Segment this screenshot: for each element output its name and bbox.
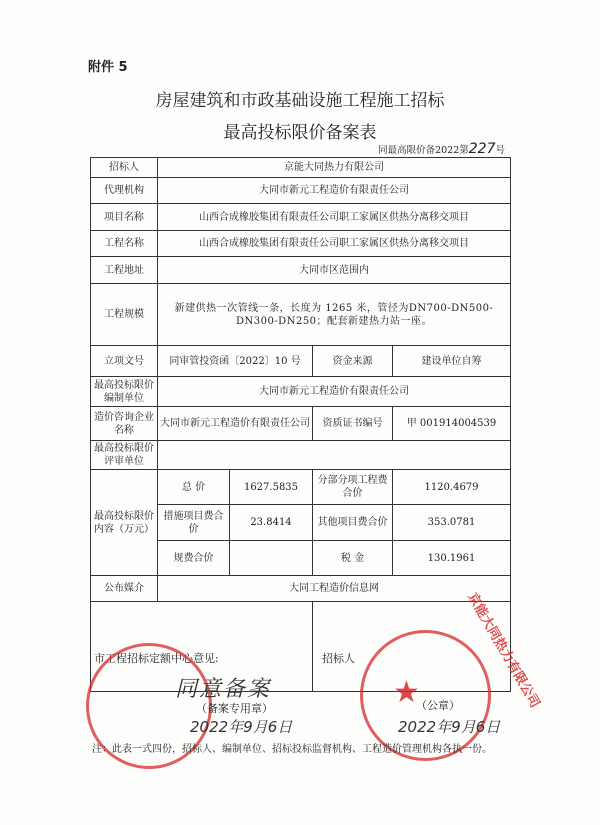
center-opinion-title: 市工程招标定额中心意见: [94,652,219,665]
project-value: 山西合成橡胶集团有限责任公司职工家属区供热分离移交项目 [158,204,511,231]
publish-label: 公布媒介 [91,576,158,602]
sub-label: 分部分项工程费合价 [313,470,393,505]
measure-value: 23.8414 [230,505,313,541]
review-value [158,441,511,470]
compiler-label: 最高投标限价编制单位 [91,377,158,407]
site-value: 大同市区范围内 [158,257,511,284]
compiler-value: 大同市新元工程造价有限责任公司 [158,377,511,407]
fee-value [230,541,313,576]
title-line2: 最高投标限价备案表 [223,123,377,143]
fund-value: 建设单位自筹 [393,346,511,377]
footnote: 注：此表一式四份，招标人、编制单位、招标投标监督机构、工程造价管理机构各执一份。 [92,744,492,755]
tenderer-seal-title: 招标人 [322,652,355,665]
approval-handwriting: 同意备案 [175,677,272,702]
cert-label: 资质证书编号 [313,407,393,441]
project-label: 项目名称 [91,204,158,231]
tenderer-label: 招标人 [91,158,158,178]
center-date: 2022年9月6日 [190,718,293,736]
cert-value: 甲 001914004539 [393,407,511,441]
sub-value: 1120.4679 [393,470,511,505]
filing-seal-note: （备案专用章） [196,702,273,715]
total-value: 1627.5835 [230,470,313,505]
other-label: 其他项目费合价 [313,505,393,541]
consult-label: 造价咨询企业名称 [91,407,158,441]
tenderer-seal-note: （公章） [416,699,460,712]
approval-label: 立项文号 [91,346,158,377]
measure-label: 措施项目费合价 [158,505,230,541]
filing-form-table [90,157,511,692]
tax-value: 130.1961 [393,541,511,576]
filing-number [378,141,505,157]
content-label: 最高投标限价内容（万元） [91,470,158,576]
publish-value: 大同工程造价信息网 [158,576,511,602]
tenderer-date: 2022年9月6日 [398,718,501,736]
agency-value: 大同市新元工程造价有限责任公司 [158,178,511,204]
fund-label: 资金来源 [313,346,393,377]
title-line1: 房屋建筑和市政基础设施工程施工招标 [155,91,445,111]
seal-text: 京能大同热力有限公司 [464,590,543,711]
works-label: 工程名称 [91,231,158,257]
fee-label: 规费合价 [158,541,230,576]
approval-value: 同审管投资函〔2022〕10 号 [158,346,313,377]
agency-label: 代理机构 [91,178,158,204]
filing-suffix: 号 [495,145,505,156]
review-label: 最高投标限价评审单位 [91,441,158,470]
scale-label: 工程规模 [91,284,158,346]
seal-star-icon: ★ [393,675,420,710]
total-label: 总 价 [158,470,230,505]
works-value: 山西合成橡胶集团有限责任公司职工家属区供热分离移交项目 [158,231,511,257]
tax-label: 税 金 [313,541,393,576]
attachment-label: 附件 5 [88,60,128,75]
site-label: 工程地址 [91,257,158,284]
other-value: 353.0781 [393,505,511,541]
scale-value: 新建供热一次管线一条，长度为 1265 米，管径为DN700-DN500-DN300-DN250；配套新建热力站一座。 [158,284,511,346]
consult-value: 大同市新元工程造价有限责任公司 [158,407,313,441]
filing-number-value: 227 [468,141,496,157]
tenderer-value: 京能大同热力有限公司 [158,158,511,178]
filing-prefix: 同最高限价备2022第 [378,145,469,156]
